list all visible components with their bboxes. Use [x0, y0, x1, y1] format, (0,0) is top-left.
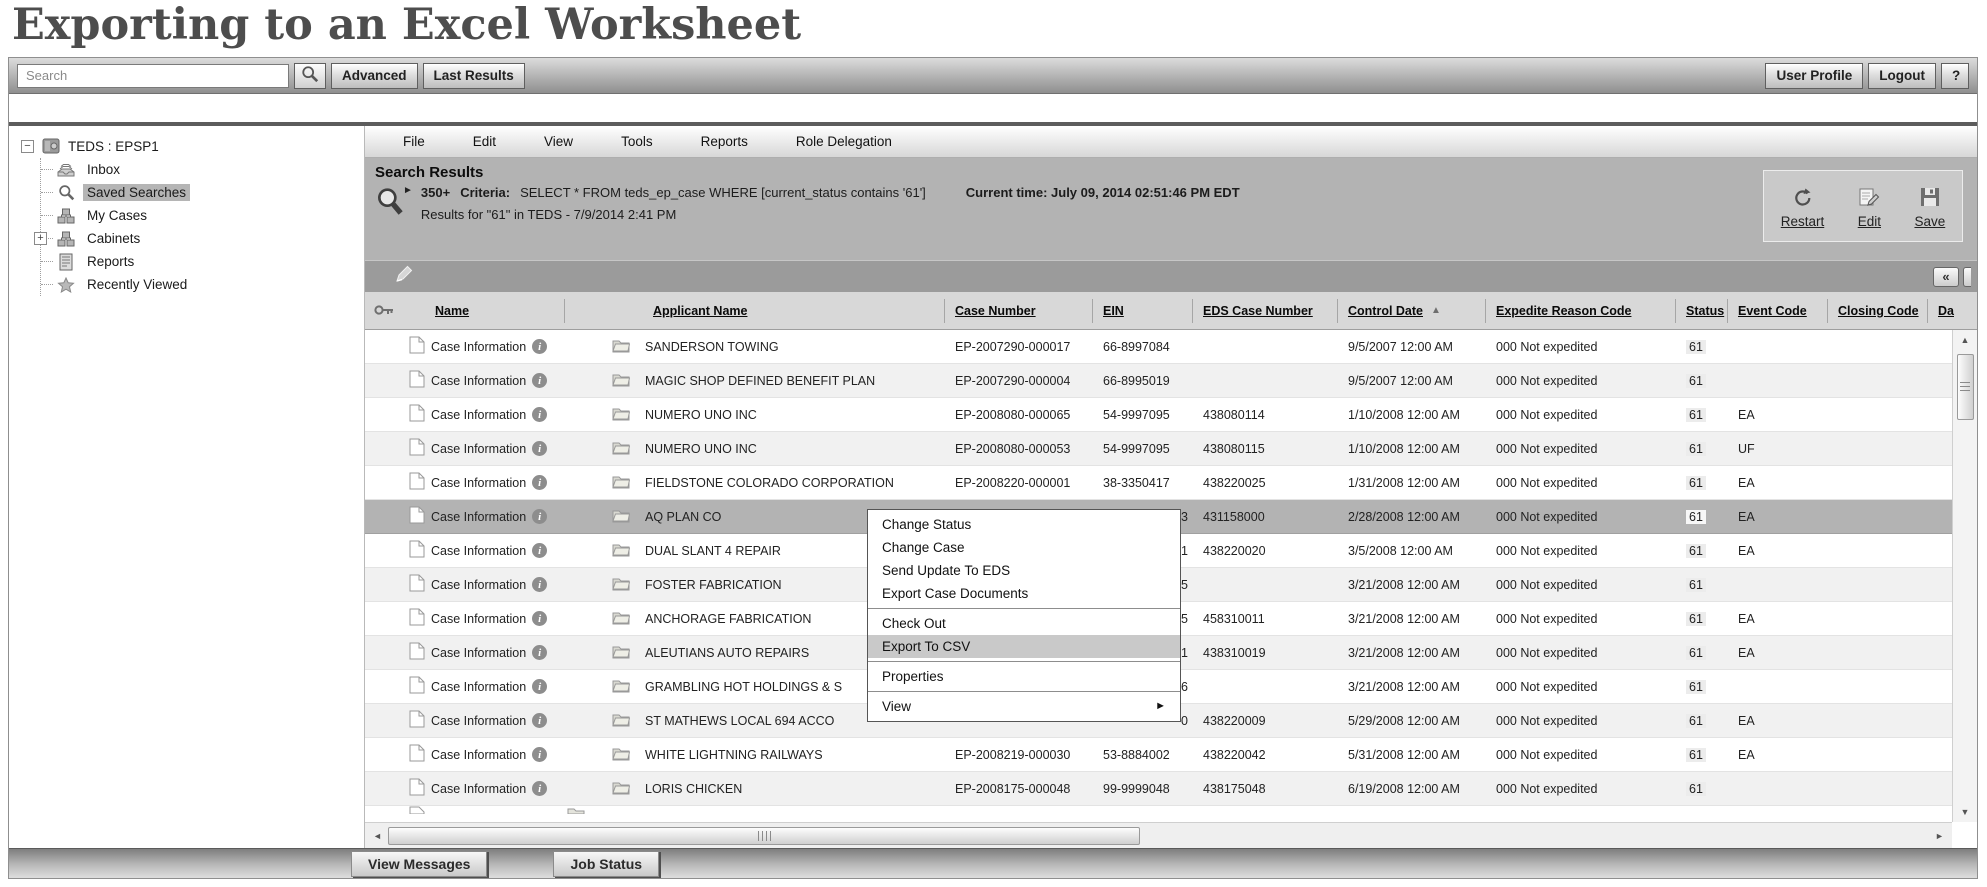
expedite-cell: 000 Not expedited	[1496, 645, 1598, 660]
grid-toolbar	[365, 260, 1977, 292]
column-header-status[interactable]: Status	[1676, 299, 1728, 323]
toolbar-gap	[9, 94, 1977, 122]
closing-code-cell	[1828, 670, 1928, 703]
case-information-link[interactable]: Case Information	[431, 747, 527, 762]
column-header-eds-case-number[interactable]: EDS Case Number	[1193, 299, 1338, 323]
expedite-cell: 000 Not expedited	[1496, 441, 1598, 456]
info-icon[interactable]: i	[532, 611, 547, 626]
table-row[interactable]	[365, 738, 1977, 772]
info-icon[interactable]: i	[532, 645, 547, 660]
report-icon	[55, 253, 77, 271]
vertical-scroll-thumb[interactable]	[1957, 354, 1974, 420]
eds-case-number-cell: 458310011	[1203, 611, 1265, 626]
expedite-cell: 000 Not expedited	[1496, 475, 1598, 490]
applicant-name: MAGIC SHOP DEFINED BENEFIT PLAN	[645, 373, 876, 388]
column-header-case-number[interactable]: Case Number	[945, 299, 1093, 323]
tree-item-label: Inbox	[87, 162, 121, 177]
folder-icon[interactable]	[612, 644, 630, 662]
folder-icon[interactable]	[612, 372, 630, 390]
closing-code-cell	[1828, 330, 1928, 363]
criteria-search-icon	[375, 187, 413, 219]
event-code-cell	[1728, 772, 1828, 805]
closing-code-cell	[1828, 636, 1928, 669]
document-icon[interactable]	[409, 744, 425, 765]
case-number-cell: EP-2008220-000001	[955, 475, 1071, 490]
info-icon[interactable]: i	[532, 543, 547, 558]
collapse-columns-button[interactable]: «	[1933, 267, 1959, 287]
last-results-button[interactable]: Last Results	[423, 63, 525, 89]
document-icon[interactable]	[409, 472, 425, 493]
case-information-link[interactable]: Case Information	[431, 509, 527, 524]
applicant-name: ST MATHEWS LOCAL 694 ACCO	[645, 713, 835, 728]
status-cell: 61	[1676, 432, 1728, 465]
case-information-link[interactable]: Case Information	[431, 781, 527, 796]
menubar-item-reports[interactable]: Reports	[700, 134, 748, 149]
status-cell: 61	[1676, 568, 1728, 601]
case-information-link[interactable]: Case Information	[431, 611, 527, 626]
closing-code-cell	[1828, 772, 1928, 805]
case-information-link[interactable]: Case Information	[431, 441, 527, 456]
applicant-name: LORIS CHICKEN	[645, 781, 743, 796]
control-date-cell: 5/31/2008 12:00 AM	[1348, 747, 1460, 762]
advanced-button[interactable]: Advanced	[331, 63, 418, 89]
info-icon[interactable]: i	[532, 713, 547, 728]
control-date-cell: 3/5/2008 12:00 AM	[1348, 543, 1453, 558]
closing-code-cell	[1828, 364, 1928, 397]
key-icon	[373, 302, 395, 321]
expedite-cell: 000 Not expedited	[1496, 611, 1598, 626]
info-icon[interactable]: i	[532, 441, 547, 456]
column-header-expedite-reason-code[interactable]: Expedite Reason Code	[1486, 299, 1676, 323]
menu-bar	[365, 126, 1977, 158]
view-messages-button[interactable]: View Messages	[351, 851, 487, 877]
closing-code-cell	[1828, 500, 1928, 533]
context-menu-item-send-update-to-eds[interactable]: Send Update To EDS	[882, 563, 1011, 578]
info-icon[interactable]: i	[532, 407, 547, 422]
expedite-cell: 000 Not expedited	[1496, 577, 1598, 592]
control-date-cell: 1/10/2008 12:00 AM	[1348, 407, 1460, 422]
edit-icon	[1858, 187, 1880, 212]
sidebar-item-my-cases[interactable]	[41, 204, 364, 227]
event-code-cell: EA	[1738, 713, 1755, 728]
expedite-cell: 000 Not expedited	[1496, 713, 1598, 728]
document-icon[interactable]	[409, 710, 425, 731]
ein-cell: 1	[1181, 645, 1188, 660]
criteria-label: Criteria:	[460, 185, 511, 200]
status-bar	[9, 848, 1977, 878]
folder-icon[interactable]	[612, 610, 630, 628]
job-status-button[interactable]: Job Status	[553, 851, 659, 877]
eds-case-number-cell: 431158000	[1203, 509, 1265, 524]
help-button[interactable]: ?	[1941, 63, 1969, 89]
save-icon	[1920, 187, 1940, 212]
context-menu-item-properties[interactable]: Properties	[882, 669, 944, 684]
context-menu-item-export-case-documents[interactable]: Export Case Documents	[882, 586, 1029, 601]
run-arrow-icon: ►	[403, 185, 413, 196]
closing-code-cell	[1828, 534, 1928, 567]
applicant-name: DUAL SLANT 4 REPAIR	[645, 543, 781, 558]
control-date-cell: 1/10/2008 12:00 AM	[1348, 441, 1460, 456]
folder-icon[interactable]	[612, 406, 630, 424]
menubar-item-role-delegation[interactable]: Role Delegation	[795, 134, 892, 149]
case-number-cell: EP-2008175-000048	[955, 781, 1071, 796]
control-date-cell: 3/21/2008 12:00 AM	[1348, 611, 1460, 626]
sidebar-item-cabinets[interactable]	[37, 227, 364, 250]
status-cell: 61	[1676, 534, 1728, 567]
table-row[interactable]	[365, 432, 1977, 466]
document-icon[interactable]	[409, 540, 425, 561]
result-count: 350+	[420, 185, 451, 200]
folder-icon[interactable]	[612, 712, 630, 730]
folder-icon[interactable]	[612, 542, 630, 560]
case-information-link[interactable]: Case Information	[431, 543, 527, 558]
tree-root[interactable]	[21, 134, 364, 158]
case-number-cell: EP-2008219-000030	[955, 747, 1071, 762]
status-cell: 61	[1676, 466, 1728, 499]
logout-button[interactable]: Logout	[1868, 63, 1936, 89]
vertical-scrollbar[interactable]	[1952, 330, 1977, 822]
eds-case-number-cell: 438220025	[1203, 475, 1266, 490]
case-information-link[interactable]: Case Information	[431, 407, 527, 422]
ein-cell: 6	[1181, 679, 1188, 694]
control-date-cell: 3/21/2008 12:00 AM	[1348, 577, 1460, 592]
eds-case-number-cell: 438080114	[1203, 407, 1265, 422]
document-icon[interactable]	[409, 438, 425, 459]
search-results-panel	[365, 158, 1977, 260]
results-heading: Search Results	[375, 164, 484, 181]
event-code-cell: EA	[1738, 543, 1755, 558]
app-window	[8, 57, 1978, 879]
event-code-cell	[1728, 568, 1828, 601]
closing-code-cell	[1828, 602, 1928, 635]
table-row[interactable]	[365, 772, 1977, 806]
star-icon	[55, 277, 77, 293]
closing-code-cell	[1828, 568, 1928, 601]
restart-icon	[1791, 187, 1813, 212]
context-menu-item-change-status[interactable]: Change Status	[882, 517, 972, 532]
event-code-cell: UF	[1738, 441, 1755, 456]
submenu-arrow-icon: ►	[1155, 700, 1166, 712]
safe-icon	[40, 137, 62, 155]
event-code-cell	[1728, 364, 1828, 397]
applicant-name: AQ PLAN CO	[645, 509, 722, 524]
user-profile-button[interactable]: User Profile	[1765, 63, 1863, 89]
control-date-cell: 2/28/2008 12:00 AM	[1348, 509, 1460, 524]
sidebar-item-reports[interactable]	[41, 250, 364, 273]
closing-code-cell	[1828, 738, 1928, 771]
ein-cell: 66-8997084	[1103, 339, 1170, 354]
current-time: Current time: July 09, 2014 02:51:46 PM EDT	[965, 185, 1240, 200]
case-information-link[interactable]: Case Information	[431, 645, 527, 660]
closing-code-cell	[1828, 432, 1928, 465]
column-header-event-code[interactable]: Event Code	[1728, 299, 1828, 323]
scroll-left-icon[interactable]: ◄	[367, 826, 388, 846]
eds-case-number-cell: 438310019	[1203, 645, 1266, 660]
event-code-cell: EA	[1738, 475, 1755, 490]
event-code-cell: EA	[1738, 645, 1755, 660]
document-icon[interactable]	[409, 676, 425, 697]
eds-case-number-cell	[1193, 364, 1338, 397]
scroll-up-icon[interactable]: ▲	[1955, 330, 1976, 350]
cases-icon	[55, 208, 77, 224]
page-title: Exporting to an Excel Worksheet	[12, 0, 802, 50]
case-information-link[interactable]: Case Information	[431, 339, 527, 354]
search-actions-panel	[1763, 170, 1963, 242]
control-date-cell: 1/31/2008 12:00 AM	[1348, 475, 1460, 490]
expedite-cell: 000 Not expedited	[1496, 373, 1598, 388]
save-button[interactable]: Save	[1914, 187, 1945, 229]
expedite-cell: 000 Not expedited	[1496, 679, 1598, 694]
closing-code-cell	[1828, 466, 1928, 499]
ein-cell: 66-8995019	[1103, 373, 1170, 388]
results-grid	[365, 292, 1977, 848]
document-icon[interactable]	[409, 608, 425, 629]
context-menu	[867, 509, 1181, 722]
info-icon[interactable]: i	[532, 509, 547, 524]
document-icon[interactable]	[409, 370, 425, 391]
tree-item-label: Saved Searches	[83, 184, 190, 201]
document-icon[interactable]	[409, 404, 425, 425]
column-header-control-date[interactable]: Control Date ▲	[1338, 299, 1486, 323]
folder-icon[interactable]	[612, 440, 630, 458]
expedite-cell: 000 Not expedited	[1496, 781, 1598, 796]
info-icon[interactable]: i	[532, 475, 547, 490]
case-information-link[interactable]: Case Information	[431, 713, 527, 728]
table-row[interactable]	[365, 398, 1977, 432]
case-number-cell: EP-2007290-000004	[955, 373, 1071, 388]
applicant-name: GRAMBLING HOT HOLDINGS & S	[645, 679, 843, 694]
column-header-closing-code[interactable]: Closing Code	[1828, 299, 1928, 323]
sidebar-item-recently-viewed[interactable]	[41, 273, 364, 296]
info-icon[interactable]: i	[532, 781, 547, 796]
status-cell: 61	[1676, 636, 1728, 669]
results-for-line: Results for "61" in TEDS - 7/9/2014 2:41 PM	[420, 207, 677, 222]
eds-case-number-cell: 438080115	[1203, 441, 1265, 456]
menubar-item-file[interactable]: File	[403, 134, 425, 149]
folder-icon[interactable]	[612, 576, 630, 594]
cabinets-icon	[55, 231, 77, 247]
event-code-cell: EA	[1738, 407, 1755, 422]
context-menu-item-export-to-csv[interactable]: Export To CSV	[868, 635, 1180, 658]
horizontal-scrollbar[interactable]	[365, 822, 1952, 848]
info-icon[interactable]: i	[532, 577, 547, 592]
column-header-name[interactable]: Name	[365, 299, 565, 323]
folder-icon[interactable]	[612, 678, 630, 696]
eds-case-number-cell	[1193, 330, 1338, 363]
sidebar-item-saved-searches[interactable]	[41, 181, 364, 204]
criteria-query: SELECT * FROM teds_ep_case WHERE [current_status contains '61']	[520, 185, 926, 200]
eds-case-number-cell: 438220020	[1203, 543, 1266, 558]
menubar-item-tools[interactable]: Tools	[621, 134, 653, 149]
ein-cell: 1	[1181, 543, 1188, 558]
document-icon[interactable]	[409, 506, 425, 527]
ein-cell: 54-9997095	[1103, 407, 1170, 422]
event-code-cell: EA	[1738, 747, 1755, 762]
case-information-link[interactable]: Case Information	[431, 577, 527, 592]
pencil-icon[interactable]	[393, 264, 413, 289]
applicant-name: WHITE LIGHTNING RAILWAYS	[645, 747, 823, 762]
status-cell: 61	[1676, 602, 1728, 635]
sidebar-item-inbox[interactable]	[41, 158, 364, 181]
search-input[interactable]	[17, 64, 289, 88]
tree-item-label: Reports	[87, 254, 135, 269]
status-cell: 61	[1676, 500, 1728, 533]
ein-cell: 5	[1181, 577, 1188, 592]
ein-cell: 99-9999048	[1103, 781, 1170, 796]
document-icon[interactable]	[409, 778, 425, 799]
tree-root-label: TEDS : EPSP1	[68, 138, 159, 154]
event-code-cell	[1728, 330, 1828, 363]
expand-icon[interactable]: +	[34, 232, 47, 245]
document-icon[interactable]	[409, 642, 425, 663]
search-icon	[301, 65, 319, 86]
applicant-name: NUMERO UNO INC	[645, 407, 757, 422]
eds-case-number-cell: 438175048	[1203, 781, 1266, 796]
status-cell: 61	[1676, 330, 1728, 363]
case-number-cell: EP-2008080-000065	[955, 407, 1071, 422]
table-row[interactable]	[365, 330, 1977, 364]
eds-case-number-cell: 438220009	[1203, 713, 1266, 728]
context-menu-item-check-out[interactable]: Check Out	[882, 616, 946, 631]
expedite-cell: 000 Not expedited	[1496, 407, 1598, 422]
case-number-cell: EP-2007290-000017	[955, 339, 1071, 354]
tree-item-label: Cabinets	[87, 231, 141, 246]
status-cell: 61	[1676, 772, 1728, 805]
control-date-cell: 3/21/2008 12:00 AM	[1348, 645, 1460, 660]
case-information-link[interactable]: Case Information	[431, 373, 527, 388]
info-icon[interactable]: i	[532, 339, 547, 354]
ein-cell: 3	[1181, 509, 1188, 524]
column-header-ein[interactable]: EIN	[1093, 299, 1193, 323]
table-row-partial	[365, 806, 1977, 822]
menubar-item-edit[interactable]: Edit	[472, 134, 497, 149]
applicant-name: FOSTER FABRICATION	[645, 577, 782, 592]
event-code-cell	[1728, 670, 1828, 703]
applicant-name: NUMERO UNO INC	[645, 441, 757, 456]
context-menu-item-change-case[interactable]: Change Case	[882, 540, 965, 555]
menubar-item-view[interactable]: View	[544, 134, 574, 149]
control-date-cell: 9/5/2007 12:00 AM	[1348, 339, 1453, 354]
ein-cell: 38-3350417	[1103, 475, 1170, 490]
folder-icon[interactable]	[612, 780, 630, 798]
event-code-cell: EA	[1738, 611, 1755, 626]
folder-icon[interactable]	[612, 338, 630, 356]
column-header-da[interactable]: Da	[1938, 303, 1954, 318]
applicant-name: SANDERSON TOWING	[645, 339, 779, 354]
document-icon[interactable]	[409, 574, 425, 595]
case-information-link[interactable]: Case Information	[431, 679, 527, 694]
scroll-right-icon[interactable]: ►	[1929, 826, 1950, 846]
sort-ascending-icon: ▲	[1431, 305, 1441, 316]
folder-icon[interactable]	[612, 474, 630, 492]
status-cell: 61	[1676, 364, 1728, 397]
scroll-down-icon[interactable]: ▼	[1955, 802, 1976, 822]
table-row[interactable]	[365, 364, 1977, 398]
context-menu-item-view[interactable]: View ►	[868, 695, 1180, 718]
restart-button[interactable]: Restart	[1781, 187, 1825, 229]
expedite-cell: 000 Not expedited	[1496, 543, 1598, 558]
status-cell: 61	[1676, 704, 1728, 737]
status-cell: 61	[1676, 738, 1728, 771]
column-header-applicant-name[interactable]: Applicant Name	[565, 299, 945, 323]
control-date-cell: 6/19/2008 12:00 AM	[1348, 781, 1460, 796]
closing-code-cell	[1828, 398, 1928, 431]
case-number-cell: EP-2008080-000053	[955, 441, 1071, 456]
expedite-cell: 000 Not expedited	[1496, 747, 1598, 762]
folder-icon[interactable]	[612, 746, 630, 764]
status-cell: 61	[1676, 398, 1728, 431]
status-cell: 61	[1676, 670, 1728, 703]
collapse-expander[interactable]: −	[21, 140, 34, 153]
ein-cell: 5	[1181, 611, 1188, 626]
info-icon[interactable]: i	[532, 747, 547, 762]
horizontal-scroll-thumb[interactable]	[388, 827, 1140, 845]
case-information-link[interactable]: Case Information	[431, 475, 527, 490]
control-date-cell: 3/21/2008 12:00 AM	[1348, 679, 1460, 694]
search-icon	[55, 184, 77, 201]
event-code-cell: EA	[1738, 509, 1755, 524]
folder-icon[interactable]	[612, 508, 630, 526]
ein-cell: 0	[1181, 713, 1188, 728]
ein-cell: 54-9997095	[1103, 441, 1170, 456]
tree-item-label: My Cases	[87, 208, 148, 223]
info-icon[interactable]: i	[532, 373, 547, 388]
eds-case-number-cell	[1193, 670, 1338, 703]
control-date-cell: 9/5/2007 12:00 AM	[1348, 373, 1453, 388]
info-icon[interactable]: i	[532, 679, 547, 694]
partial-button	[1963, 267, 1971, 287]
navigation-tree	[9, 126, 365, 848]
expedite-cell: 000 Not expedited	[1496, 339, 1598, 354]
closing-code-cell	[1828, 704, 1928, 737]
table-header	[365, 292, 1977, 330]
search-go-button[interactable]	[294, 63, 326, 89]
top-toolbar	[9, 58, 1977, 94]
tree-item-label: Recently Viewed	[87, 277, 188, 292]
inbox-icon	[55, 162, 77, 178]
ein-cell: 53-8884002	[1103, 747, 1170, 762]
applicant-name: ANCHORAGE FABRICATION	[645, 611, 812, 626]
expedite-cell: 000 Not expedited	[1496, 509, 1598, 524]
eds-case-number-cell	[1193, 568, 1338, 601]
control-date-cell: 5/29/2008 12:00 AM	[1348, 713, 1460, 728]
eds-case-number-cell: 438220042	[1203, 747, 1266, 762]
table-row[interactable]	[365, 466, 1977, 500]
main-content	[365, 126, 1977, 848]
applicant-name: FIELDSTONE COLORADO CORPORATION	[645, 475, 894, 490]
applicant-name: ALEUTIANS AUTO REPAIRS	[645, 645, 810, 660]
edit-button[interactable]: Edit	[1858, 187, 1881, 229]
document-icon[interactable]	[409, 336, 425, 357]
